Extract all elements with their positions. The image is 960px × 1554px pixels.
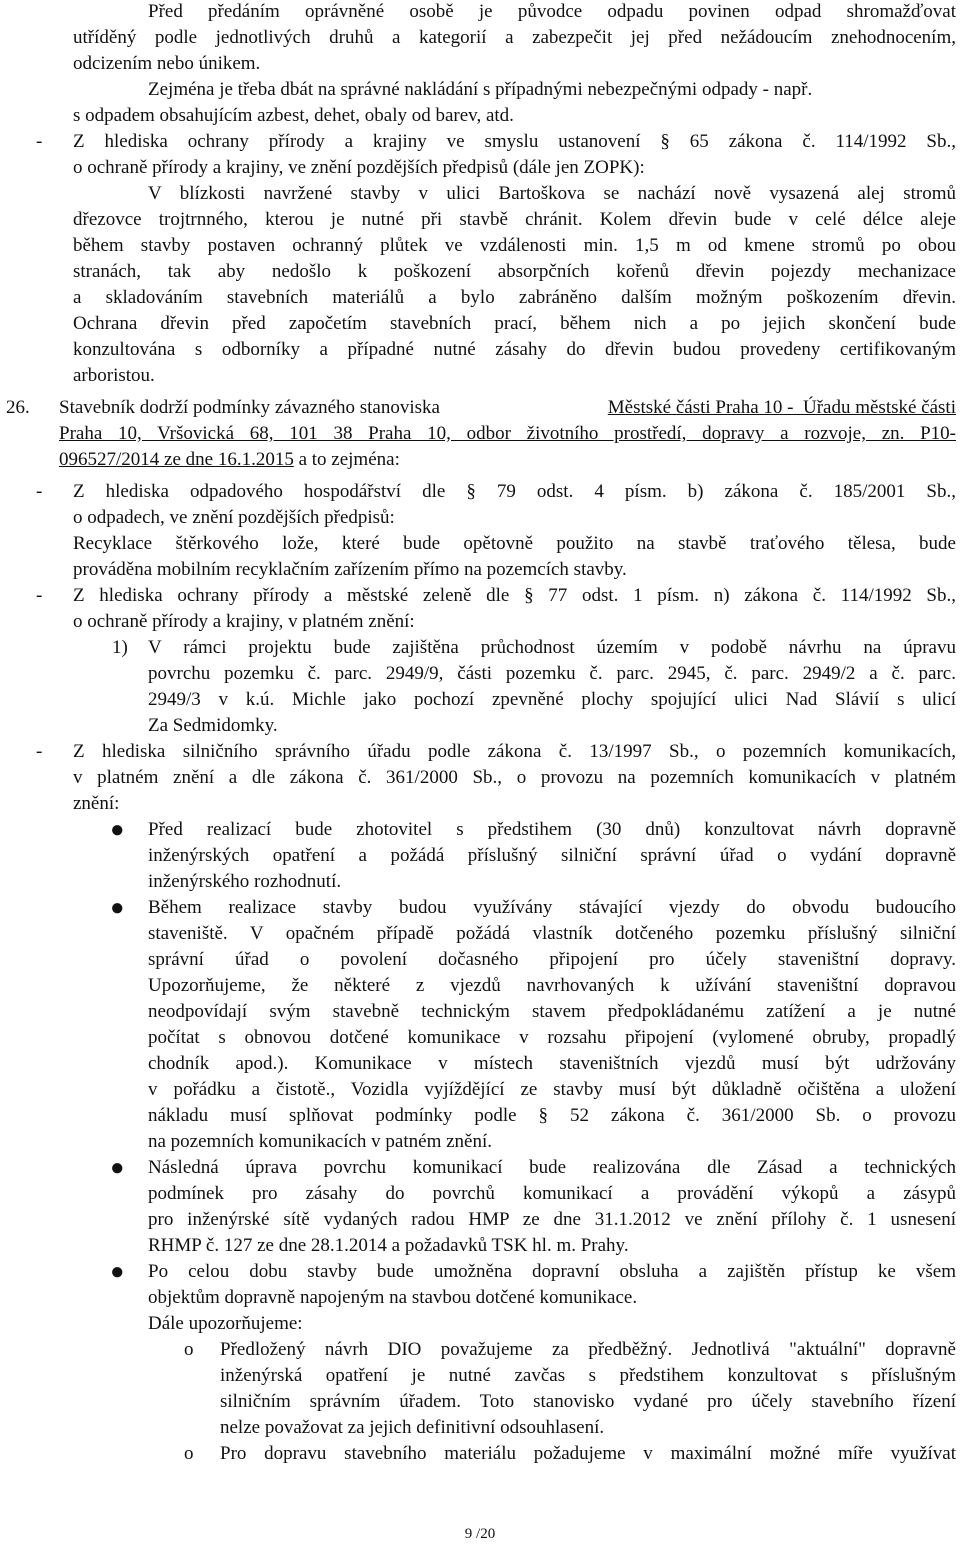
intro-line: Zejména je třeba dbát na správné nakládání s případnými nebezpečnými odpady - např. bbox=[148, 79, 813, 100]
authority-reference: Praha 10, Vršovická 68, 101 38 Praha 10, odbor životního prostředí, dopravy a rozvoje, zn. P10- bbox=[59, 423, 956, 444]
bullet-line: nákladu musí splňovat podmínky podle § 52 zákona č. 361/2000 Sb. o provozu bbox=[148, 1105, 956, 1126]
list-dash: - bbox=[36, 741, 43, 762]
authority-reference: Městské části Praha 10 - Úřadu městské části bbox=[607, 397, 956, 418]
intro-line: s odpadem obsahujícím azbest, dehet, obaly od barev, atd. bbox=[73, 105, 514, 126]
sub-bullet-line: Pro dopravu stavebního materiálu požadujeme v maximální možné míře využívat bbox=[220, 1443, 956, 1464]
list-dash: - bbox=[36, 481, 43, 502]
zopk-body-line: stranách, tak aby nedošlo k poškození absorpčních kořenů dřevin pojezdy mechanizace bbox=[73, 261, 956, 282]
list-dash: - bbox=[36, 131, 43, 152]
bullet-line: staveniště. V opačném případě požádá vlastník dotčeného pozemku příslušný silniční bbox=[148, 923, 956, 944]
greenery-item-line: 2949/3 v k.ú. Michle jako pochozí zpevněné plochy spojující ulici Nad Slávií s ulicí bbox=[148, 689, 956, 710]
zopk-body-line: a skladováním stavebních materiálů a bylo zabráněno dalším možným poškozením dřevin. bbox=[73, 287, 956, 308]
section26-line bbox=[59, 396, 956, 420]
intro-line: utříděný podle jednotlivých druhů a kategorií a zabezpečit jej před nežádoucím znehodnocením, bbox=[73, 27, 956, 48]
greenery-heading: o ochraně přírody a krajiny, v platném znění: bbox=[73, 611, 415, 632]
bullet-line: Následná úprava povrchu komunikací bude realizována dle Zásad a technických bbox=[148, 1157, 956, 1178]
page-number: 9 /20 bbox=[464, 1526, 496, 1542]
road-heading: v platném znění a dle zákona č. 361/2000 Sb., o provozu na pozemních komunikacích v platném bbox=[73, 767, 956, 788]
section26-text: a to zejména: bbox=[293, 449, 400, 470]
waste-body-line: Recyklace štěrkového lože, které bude opětovně použito na stavbě traťového tělesa, bude bbox=[73, 533, 956, 554]
waste-heading: Z hlediska odpadového hospodářství dle § 79 odst. 4 písm. b) zákona č. 185/2001 Sb., bbox=[73, 481, 956, 502]
authority-reference: 096527/2014 ze dne 16.1.2015 bbox=[59, 449, 294, 470]
bullet-line: objektům dopravně napojeným na stavbou dotčené komunikace. bbox=[148, 1287, 638, 1308]
greenery-item-line: povrchu pozemku č. parc. 2949/9, části pozemku č. parc. 2945, č. parc. 2949/2 a č. parc. bbox=[148, 663, 956, 684]
zopk-heading: Z hlediska ochrany přírody a krajiny ve smyslu ustanovení § 65 zákona č. 114/1992 Sb., bbox=[73, 131, 956, 152]
road-heading: Z hlediska silničního správního úřadu podle zákona č. 13/1997 Sb., o pozemních komunikacích, bbox=[73, 741, 956, 762]
bullet-line: Dále upozorňujeme: bbox=[148, 1313, 303, 1334]
bullet-line: v pořádku a čistotě., Vozidla vyjíždějící ze stavby musí být důkladně očištěna a uložení bbox=[148, 1079, 956, 1100]
bullet-line: Upozorňujeme, že některé z vjezdů navrhovaných k užívání staveništní dopravou bbox=[148, 975, 956, 996]
bullet-line: pro inženýrské sítě vydaných radou HMP ze dne 31.1.2012 ve znění přílohy č. 1 usnesení bbox=[148, 1209, 956, 1230]
list-dash: - bbox=[36, 585, 43, 606]
sub-bullet-line: silničním správním úřadem. Toto stanovisko vydané pro účely stavebního řízení bbox=[220, 1391, 956, 1412]
greenery-item-line: V rámci projektu bude zajištěna průchodnost územím v podobě návrhu na úpravu bbox=[148, 637, 956, 658]
bullet-line: na pozemních komunikacích v patném znění. bbox=[148, 1131, 492, 1152]
section26-text: Stavebník dodrží podmínky závazného stanoviska bbox=[59, 397, 445, 418]
bullet-icon: ● bbox=[110, 1259, 125, 1285]
bullet-icon: ● bbox=[110, 895, 125, 921]
section26-line bbox=[59, 448, 400, 472]
sub-bullet-line: Předložený návrh DIO považujeme za předběžný. Jednotlivá "aktuální" dopravně bbox=[220, 1339, 956, 1360]
section-number: 26. bbox=[6, 397, 30, 418]
item-number: 1) bbox=[112, 637, 128, 658]
zopk-body-line: konzultována s odborníky a případné nutné zásahy do dřevin budou provedeny certifikovaným bbox=[73, 339, 956, 360]
bullet-line: správní úřad o povolení dočasného připojení pro účely staveništní dopravy. bbox=[148, 949, 956, 970]
sub-bullet-line: inženýrská opatření je nutné zavčas s předstihem konzultovat s příslušným bbox=[220, 1365, 956, 1386]
zopk-body-line: dřezovce trojtrnného, kterou je nutné při stavbě chránit. Kolem dřevin bude v celé délce aleje bbox=[73, 209, 956, 230]
waste-heading: o odpadech, ve znění pozdějších předpisů: bbox=[73, 507, 395, 528]
bullet-line: inženýrských opatření a požádá příslušný silniční správní úřad o vydání dopravně bbox=[148, 845, 956, 866]
intro-line: odcizením nebo únikem. bbox=[73, 53, 261, 74]
sub-bullet-icon: o bbox=[184, 1443, 194, 1464]
bullet-line: Před realizací bude zhotovitel s předstihem (30 dnů) konzultovat návrh dopravně bbox=[148, 819, 956, 840]
road-heading: znění: bbox=[73, 793, 120, 814]
greenery-item-line: Za Sedmidomky. bbox=[148, 715, 278, 736]
sub-bullet-icon: o bbox=[184, 1339, 194, 1360]
bullet-line: Během realizace stavby budou využívány stávající vjezdy do obvodu budoucího bbox=[148, 897, 956, 918]
zopk-body-line: arboristou. bbox=[73, 365, 155, 386]
bullet-line: podmínek pro zásahy do povrchů komunikací a provádění výkopů a zásypů bbox=[148, 1183, 956, 1204]
zopk-heading: o ochraně přírody a krajiny, ve znění pozdějších předpisů (dále jen ZOPK): bbox=[73, 157, 645, 178]
bullet-line: Po celou dobu stavby bude umožněna dopravní obsluha a zajištěn přístup ke všem bbox=[148, 1261, 956, 1282]
zopk-body-line: V blízkosti navržené stavby v ulici Bartoškova se nachází nově vysazená alej stromů bbox=[148, 183, 956, 204]
intro-line: Před předáním oprávněné osobě je původce odpadu povinen odpad shromažďovat bbox=[148, 1, 956, 22]
waste-body-line: prováděna mobilním recyklačním zařízením přímo na pozemcích stavby. bbox=[73, 559, 627, 580]
zopk-body-line: Ochrana dřevin před započetím stavebních prací, během nich a po jejich skončení bude bbox=[73, 313, 956, 334]
sub-bullet-line: nelze považovat za jejich definitivní odsouhlasení. bbox=[220, 1417, 605, 1438]
bullet-icon: ● bbox=[110, 817, 125, 843]
bullet-line: RHMP č. 127 ze dne 28.1.2014 a požadavků TSK hl. m. Prahy. bbox=[148, 1235, 629, 1256]
bullet-line: chodník apod.). Komunikace v místech staveništních vjezdů musí být udržovány bbox=[148, 1053, 956, 1074]
bullet-icon: ● bbox=[110, 1155, 125, 1181]
greenery-heading: Z hlediska ochrany přírody a městské zeleně dle § 77 odst. 1 písm. n) zákona č. 114/1992 Sb., bbox=[73, 585, 956, 606]
bullet-line: počítat s obnovou dotčené komunikace v rozsahu připojení (vylomené obruby, propadlý bbox=[148, 1027, 956, 1048]
zopk-body-line: během stavby postaven ochranný plůtek ve vzdálenosti min. 1,5 m od kmene stromů po obou bbox=[73, 235, 956, 256]
bullet-line: neodpovídají svým stavebně technickým stavem předpokládanému zatížení a je nutné bbox=[148, 1001, 956, 1022]
bullet-line: inženýrského rozhodnutí. bbox=[148, 871, 342, 892]
